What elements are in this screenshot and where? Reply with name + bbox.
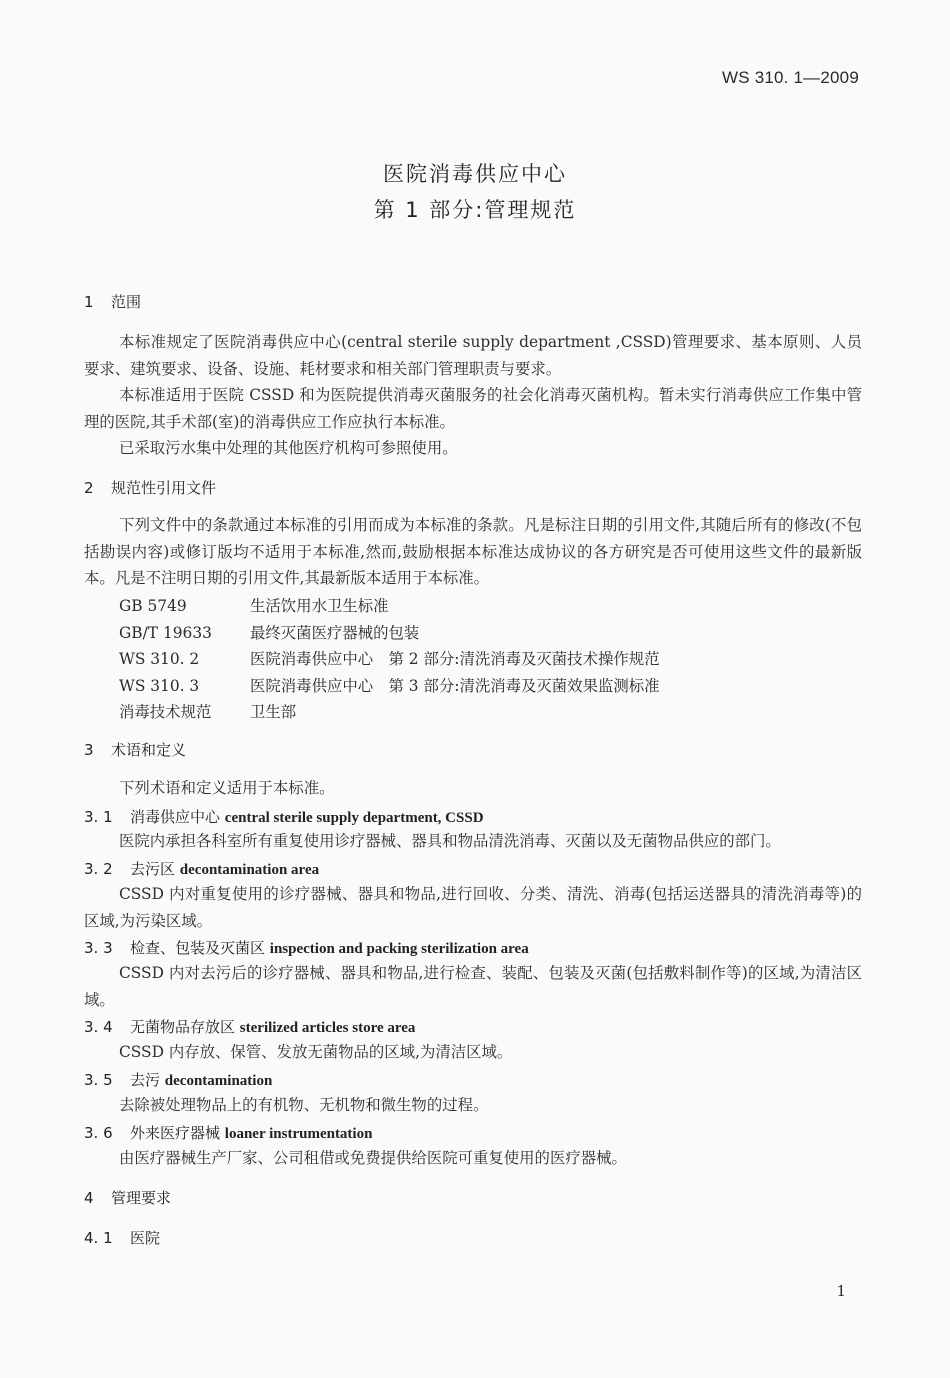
subsection-title: 医院 bbox=[130, 1229, 161, 1247]
term-zh: 无菌物品存放区 bbox=[130, 1018, 236, 1036]
section-number: 2 bbox=[84, 479, 94, 497]
term-number: 3. 1 bbox=[84, 808, 113, 826]
reference-code: 消毒技术规范 bbox=[119, 703, 212, 721]
section-1-heading bbox=[84, 291, 141, 312]
term-definition: 医院内承担各科室所有重复使用诊疗器械、器具和物品清洗消毒、灭菌以及无菌物品供应的部门。 bbox=[119, 832, 781, 850]
reference-row bbox=[119, 621, 419, 643]
term-number: 3. 4 bbox=[84, 1018, 113, 1036]
term-number: 3. 5 bbox=[84, 1071, 113, 1089]
term-zh: 去污区 bbox=[130, 860, 176, 878]
reference-title: 医院消毒供应中心 第 2 部分:清洗消毒及灭菌技术操作规范 bbox=[250, 650, 660, 668]
term-definition: CSSD 内对去污后的诊疗器械、器具和物品,进行检查、装配、包装及灭菌(包括敷料制作等)的区域,为清洁区域。 bbox=[84, 964, 862, 1009]
section-1-para-1: 本标准规定了医院消毒供应中心(central sterile supply department ,CSSD)管理要求、基本原则、人员要求、建筑要求、设备、设施、耗材要求和相关部门管理职责与要求。 bbox=[84, 333, 862, 378]
section-number: 3 bbox=[84, 741, 94, 759]
term-en: inspection and packing sterilization area bbox=[269, 941, 529, 957]
section-title: 管理要求 bbox=[111, 1189, 172, 1207]
term-en: sterilized articles store area bbox=[239, 1020, 416, 1036]
term-en: central sterile supply department, CSSD bbox=[224, 810, 484, 826]
term-heading bbox=[84, 1069, 272, 1090]
reference-row bbox=[119, 700, 296, 722]
term-definition: CSSD 内对重复使用的诊疗器械、器具和物品,进行回收、分类、清洗、消毒(包括运送器具的清洗消毒等)的区域,为污染区域。 bbox=[84, 885, 862, 930]
term-definition: 由医疗器械生产厂家、公司租借或免费提供给医院可重复使用的医疗器械。 bbox=[119, 1149, 627, 1167]
term-heading bbox=[84, 858, 319, 879]
subsection-number: 4. 1 bbox=[84, 1229, 113, 1247]
reference-row bbox=[119, 647, 660, 669]
section-4-heading bbox=[84, 1187, 171, 1208]
term-zh: 消毒供应中心 bbox=[130, 808, 221, 826]
section-title: 规范性引用文件 bbox=[111, 479, 217, 497]
reference-row bbox=[119, 674, 660, 696]
document-title: 医院消毒供应中心 bbox=[383, 162, 567, 186]
term-heading bbox=[84, 806, 484, 827]
section-3-intro: 下列术语和定义适用于本标准。 bbox=[119, 779, 335, 797]
reference-title: 最终灭菌医疗器械的包装 bbox=[250, 624, 420, 642]
section-1-para-3: 已采取污水集中处理的其他医疗机构可参照使用。 bbox=[119, 439, 458, 457]
term-number: 3. 2 bbox=[84, 860, 113, 878]
term-number: 3. 3 bbox=[84, 939, 113, 957]
document-code: WS 310. 1—2009 bbox=[722, 68, 859, 87]
reference-row bbox=[119, 594, 389, 616]
reference-title: 生活饮用水卫生标准 bbox=[250, 597, 389, 615]
term-en: decontamination bbox=[164, 1073, 273, 1089]
reference-title: 卫生部 bbox=[250, 703, 297, 721]
subsection-4-1-heading bbox=[84, 1227, 160, 1248]
reference-code: WS 310. 3 bbox=[119, 677, 200, 695]
section-1-para-2: 本标准适用于医院 CSSD 和为医院提供消毒灭菌服务的社会化消毒灭菌机构。暂未实行消毒供应工作集中管理的医院,其手术部(室)的消毒供应工作应执行本标准。 bbox=[84, 386, 862, 431]
section-2-intro: 下列文件中的条款通过本标准的引用而成为本标准的条款。凡是标注日期的引用文件,其随后所有的修改(不包括勘误内容)或修订版均不适用于本标准,然而,鼓励根据本标准达成协议的各方研究是否可使用这些文件的最新版本。凡是不注明日期的引用文件,其最新版本适用于本标准。 bbox=[84, 516, 862, 587]
section-3-heading bbox=[84, 739, 186, 760]
term-definition: CSSD 内存放、保管、发放无菌物品的区域,为清洁区域。 bbox=[119, 1043, 513, 1061]
section-title: 术语和定义 bbox=[111, 741, 187, 759]
term-definition: 去除被处理物品上的有机物、无机物和微生物的过程。 bbox=[119, 1096, 489, 1114]
term-en: decontamination area bbox=[179, 862, 320, 878]
section-title: 范围 bbox=[111, 293, 142, 311]
reference-code: WS 310. 2 bbox=[119, 650, 200, 668]
term-heading bbox=[84, 1122, 372, 1143]
document-subtitle: 第 1 部分:管理规范 bbox=[373, 198, 577, 222]
reference-title: 医院消毒供应中心 第 3 部分:清洗消毒及灭菌效果监测标准 bbox=[250, 677, 660, 695]
term-number: 3. 6 bbox=[84, 1124, 113, 1142]
term-zh: 去污 bbox=[130, 1071, 161, 1089]
section-number: 1 bbox=[84, 293, 94, 311]
term-zh: 外来医疗器械 bbox=[130, 1124, 221, 1142]
page-number: 1 bbox=[836, 1282, 846, 1300]
reference-code: GB/T 19633 bbox=[119, 624, 212, 642]
section-2-heading bbox=[84, 477, 216, 498]
reference-code: GB 5749 bbox=[119, 597, 187, 615]
term-heading bbox=[84, 937, 529, 958]
section-number: 4 bbox=[84, 1189, 94, 1207]
term-heading bbox=[84, 1016, 415, 1037]
term-zh: 检查、包装及灭菌区 bbox=[130, 939, 266, 957]
term-en: loaner instrumentation bbox=[224, 1126, 373, 1142]
